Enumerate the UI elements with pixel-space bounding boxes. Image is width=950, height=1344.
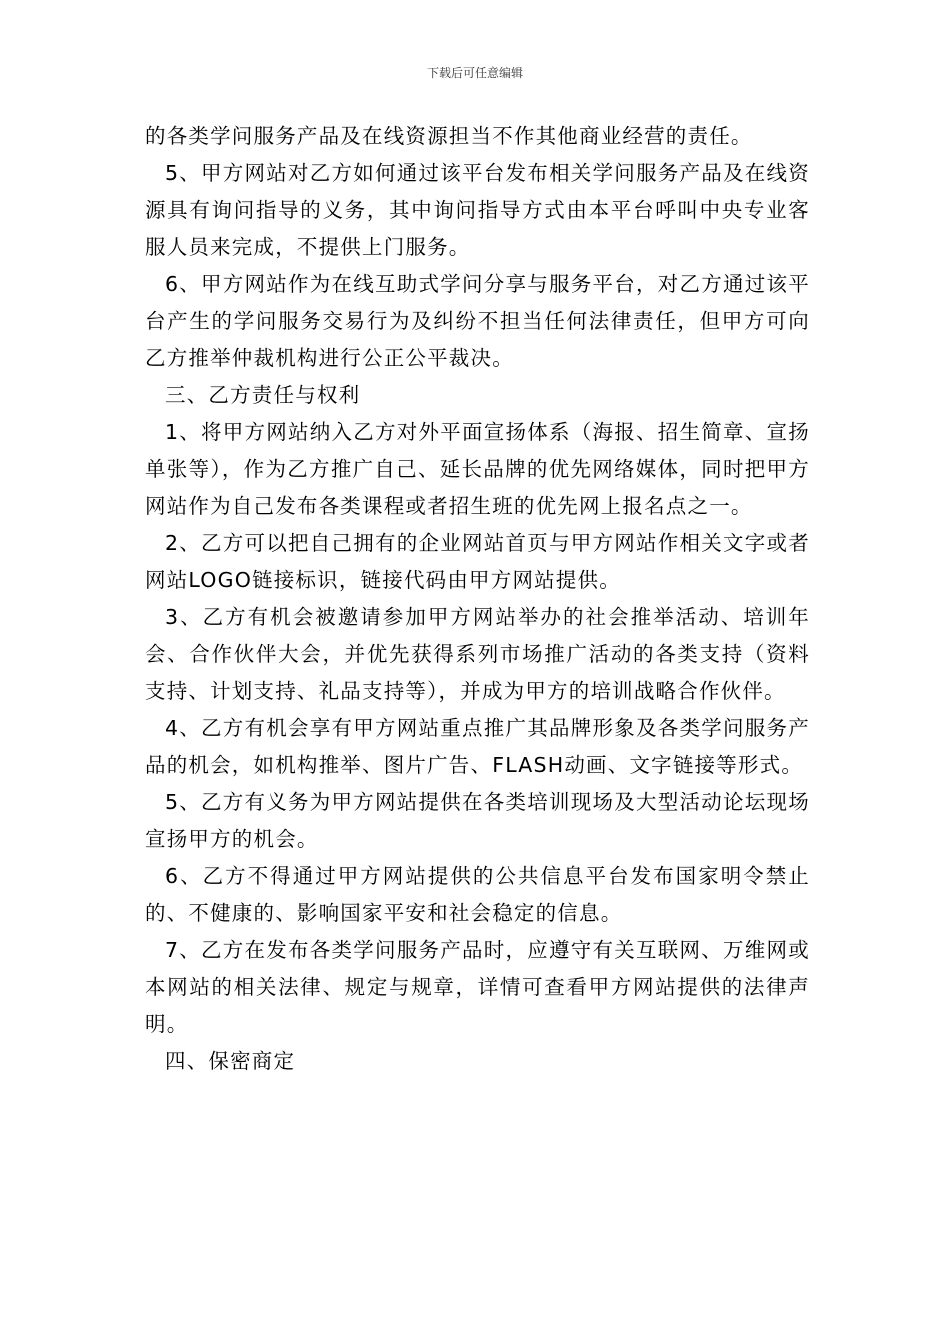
section-heading-party-b: 三、乙方责任与权利 — [165, 383, 361, 407]
paragraph-party-b-item-1: 1、将甲方网站纳入乙方对外平面宣扬体系（海报、招生简章、宣扬单张等），作为乙方推广自己、延长品牌的优先网络媒体，同时把甲方网站作为自己发布各类课程或者招生班的优先网上报名点之一。 — [145, 420, 810, 518]
paragraph-party-b-item-5: 5、乙方有义务为甲方网站提供在各类培训现场及大型活动论坛现场宣扬甲方的机会。 — [145, 790, 810, 851]
paragraph-party-b-item-7: 7、乙方在发布各类学问服务产品时，应遵守有关互联网、万维网或本网站的相关法律、规定与规章，详情可查看甲方网站提供的法律声明。 — [145, 938, 810, 1036]
section-heading-confidentiality: 四、保密商定 — [165, 1049, 296, 1073]
page-header-note: 下载后可任意编辑 — [426, 66, 523, 80]
paragraph-party-b-item-4: 4、乙方有机会享有甲方网站重点推广其品牌形象及各类学问服务产品的机会，如机构推举、图片广告、FLASH动画、文字链接等形式。 — [145, 716, 810, 777]
paragraph-party-b-item-2: 2、乙方可以把自己拥有的企业网站首页与甲方网站作相关文字或者网站LOGO链接标识，链接代码由甲方网站提供。 — [145, 531, 810, 592]
paragraph-party-b-item-6: 6、乙方不得通过甲方网站提供的公共信息平台发布国家明令禁止的、不健康的、影响国家平安和社会稳定的信息。 — [145, 864, 810, 925]
paragraph-party-a-item-5: 5、甲方网站对乙方如何通过该平台发布相关学问服务产品及在线资源具有询问指导的义务，其中询问指导方式由本平台呼叫中央专业客服人员来完成，不提供上门服务。 — [145, 161, 810, 259]
document-body — [145, 118, 810, 1080]
paragraph-continuation: 的各类学问服务产品及在线资源担当不作其他商业经营的责任。 — [145, 124, 753, 148]
paragraph-party-a-item-6: 6、甲方网站作为在线互助式学问分享与服务平台，对乙方通过该平台产生的学问服务交易行为及纠纷不担当任何法律责任，但甲方可向乙方推举仲裁机构进行公正公平裁决。 — [145, 272, 810, 370]
paragraph-party-b-item-3: 3、乙方有机会被邀请参加甲方网站举办的社会推举活动、培训年会、合作伙伴大会，并优先获得系列市场推广活动的各类支持（资料支持、计划支持、礼品支持等），并成为甲方的培训战略合作伙伴。 — [145, 605, 810, 703]
